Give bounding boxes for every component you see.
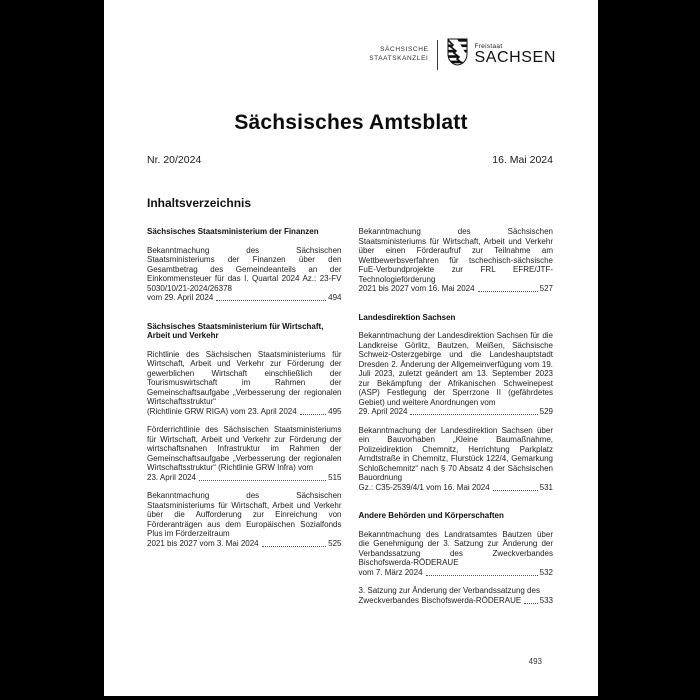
entry-leader-row [359, 568, 554, 578]
issue-meta-row [147, 154, 553, 166]
entry-page-number: 494 [328, 293, 342, 302]
dot-leader [199, 480, 326, 481]
entry-text: Bekanntmachung des Sächsischen Staatsministeriums für Wirtschaft, Arbeit und Verkehr über die Aufforderung zur Einreichung von Förderanträgen aus dem Europäischen Sozialfonds Plus im Förderzeitraum [147, 491, 342, 538]
toc-columns [147, 227, 553, 624]
letterbox-bottom-bar [0, 696, 700, 700]
entry-tail: vom 7. März 2024 [358, 567, 423, 577]
footer-page-number: 493 [528, 657, 542, 666]
agency-line2: STAATSKANZLEI [369, 54, 429, 62]
agency-line1: SÄCHSISCHE [380, 46, 429, 53]
entry-page-number: 525 [328, 538, 342, 548]
entry-tail: Zweckverbandes Bischofswerda-RÖDERAUE [358, 595, 522, 605]
toc-entry [359, 530, 554, 578]
entry-text: Richtlinie des Sächsischen Staatsministeriums für Wirtschaft, Arbeit und Verkehr zur Förderung der gewerblichen Wirtschaft einschließlich der Tourismuswirtschaft im Rahmen der Gemeinschaftsaufgabe „Verbesserung der regionalen Wirtschaftsstruktur“ [147, 349, 342, 406]
toc-section [359, 511, 554, 605]
entry-text: Bekanntmachung des Sächsischen Staatsministeriums für Wirtschaft, Arbeit und Verkehr über einen Förderaufruf zur Teilnahme am Wettbewerbsverfahren für tschechisch-sächsische FuE-Verbundprojekte zur FRL EFRE/JTF-Technologieförderung [358, 227, 553, 284]
page-title: Sächsisches Amtsblatt [234, 111, 468, 134]
toc-section [147, 227, 342, 303]
toc-entry [359, 426, 554, 493]
entry-leader-row [359, 596, 554, 606]
issue-date: 16. Mai 2024 [492, 154, 553, 166]
entry-leader-row [147, 407, 342, 417]
entry-leader-row [359, 284, 554, 294]
toc-title: Inhaltsverzeichnis [147, 196, 252, 210]
entry-tail: 2021 bis 2027 vom 3. Mai 2024 [147, 538, 259, 548]
entry-page-number: 515 [328, 472, 342, 482]
entry-page-number: 532 [539, 567, 553, 577]
entry-leader-row [147, 293, 342, 303]
entry-leader-row [359, 407, 554, 417]
entry-tail: 29. April 2024 [358, 407, 408, 416]
dot-leader [493, 490, 538, 491]
entry-text: Bekanntmachung des Landratsamtes Bautzen über die Genehmigung der 3. Satzung zur Änderung der Verbandssatzung des Zweckverbandes Bischofswerda-RÖDERAUE [358, 529, 553, 567]
entry-text: Bekanntmachung der Landesdirektion Sachsen für die Landkreise Görlitz, Bautzen, Meißen, Sächsische Schweiz-Osterzgebirge und die Landeshauptstadt Dresden 2. Änderung der Allgemeinverfügung vom 19. Juli 2023, zuletzt geändert am 13. September 2023 zur Bekämpfung der Afrikanischen Schweinepest (ASP) Festlegung der Sperrzone II (gefährdetes Gebiet) und weitere Anordnungen vom [358, 331, 553, 407]
toc-entry [359, 331, 554, 417]
agency-name [369, 46, 428, 63]
masthead-divider [437, 40, 438, 70]
entry-tail: Gz.: C35-2539/4/1 vom 16. Mai 2024 [358, 482, 490, 492]
entry-leader-row [147, 539, 342, 549]
dot-leader [216, 300, 326, 301]
entry-tail: (Richtlinie GRW RIGA) vom 23. April 2024 [147, 406, 297, 416]
toc-section [359, 227, 554, 294]
toc-entry [147, 491, 342, 548]
entry-text: Bekanntmachung der Landesdirektion Sachsen über ein Bauvorhaben „Kleine Baumaßnahme, Polizeidirektion Chemnitz, Herrichtung Parkplatz Arndtstraße in Chemnitz, Flurstück 122/4, Gemarkung Schloßchemnitz“ nach § 70 Absatz 4 der Sächsischen Bauordnung [358, 425, 553, 482]
dot-leader [426, 575, 538, 576]
toc-column-right [359, 227, 554, 624]
toc-section [147, 322, 342, 549]
saxony-coat-of-arms-icon [447, 38, 468, 71]
dot-leader [410, 414, 537, 415]
section-heading: Sächsisches Staatsministerium für Wirtschaft, Arbeit und Verkehr [147, 321, 324, 340]
masthead [369, 38, 556, 71]
entry-page-number: 495 [328, 406, 342, 416]
dot-leader [524, 603, 537, 604]
dot-leader [478, 291, 538, 292]
toc-entry [147, 246, 342, 303]
entry-page-number: 529 [539, 407, 553, 416]
entry-tail: vom 29. April 2024 [147, 293, 214, 302]
entry-page-number: 527 [539, 284, 553, 293]
entry-tail: 2021 bis 2027 vom 16. Mai 2024 [358, 284, 475, 293]
toc-section [359, 313, 554, 493]
toc-entry [359, 586, 554, 605]
entry-text: Bekanntmachung des Sächsischen Staatsministeriums der Finanzen über den Gesamtbetrag des Gemeindeanteils an der Einkommensteuer für das I. Quartal 2024 Az.: 23-FV 5030/10/21-2024/26378 [147, 245, 342, 293]
entry-text: 3. Satzung zur Änderung der Verbandssatzung des [358, 586, 540, 595]
entry-text: Förderrichtlinie des Sächsischen Staatsministeriums für Wirtschaft, Arbeit und Verkehr zur Förderung der wirtschaftsnahen Infrastruktur im Rahmen der Gemeinschaftsaufgabe „Verbesserung der regionalen Wirtschaftsstruktur“ (Richtlinie GRW Infra) vom [147, 425, 342, 472]
dot-leader [262, 546, 327, 547]
section-heading: Landesdirektion Sachsen [358, 312, 456, 322]
toc-entry [147, 425, 342, 482]
entry-tail: 23. April 2024 [147, 472, 196, 482]
section-heading: Sächsisches Staatsministerium der Finanzen [147, 227, 319, 236]
brand-wordmark [474, 43, 556, 66]
toc-entry [147, 350, 342, 417]
toc-column-left [147, 227, 342, 624]
entry-page-number: 533 [539, 595, 553, 605]
toc-entry [359, 227, 554, 294]
brand-freistaat: Freistaat [474, 43, 503, 50]
entry-leader-row [147, 473, 342, 483]
section-heading: Andere Behörden und Körperschaften [358, 511, 504, 520]
brand-sachsen: SACHSEN [474, 49, 556, 66]
dot-leader [300, 414, 326, 415]
issue-number: Nr. 20/2024 [147, 154, 202, 166]
entry-page-number: 531 [539, 482, 553, 492]
gazette-page [104, 0, 598, 696]
entry-leader-row [359, 483, 554, 493]
